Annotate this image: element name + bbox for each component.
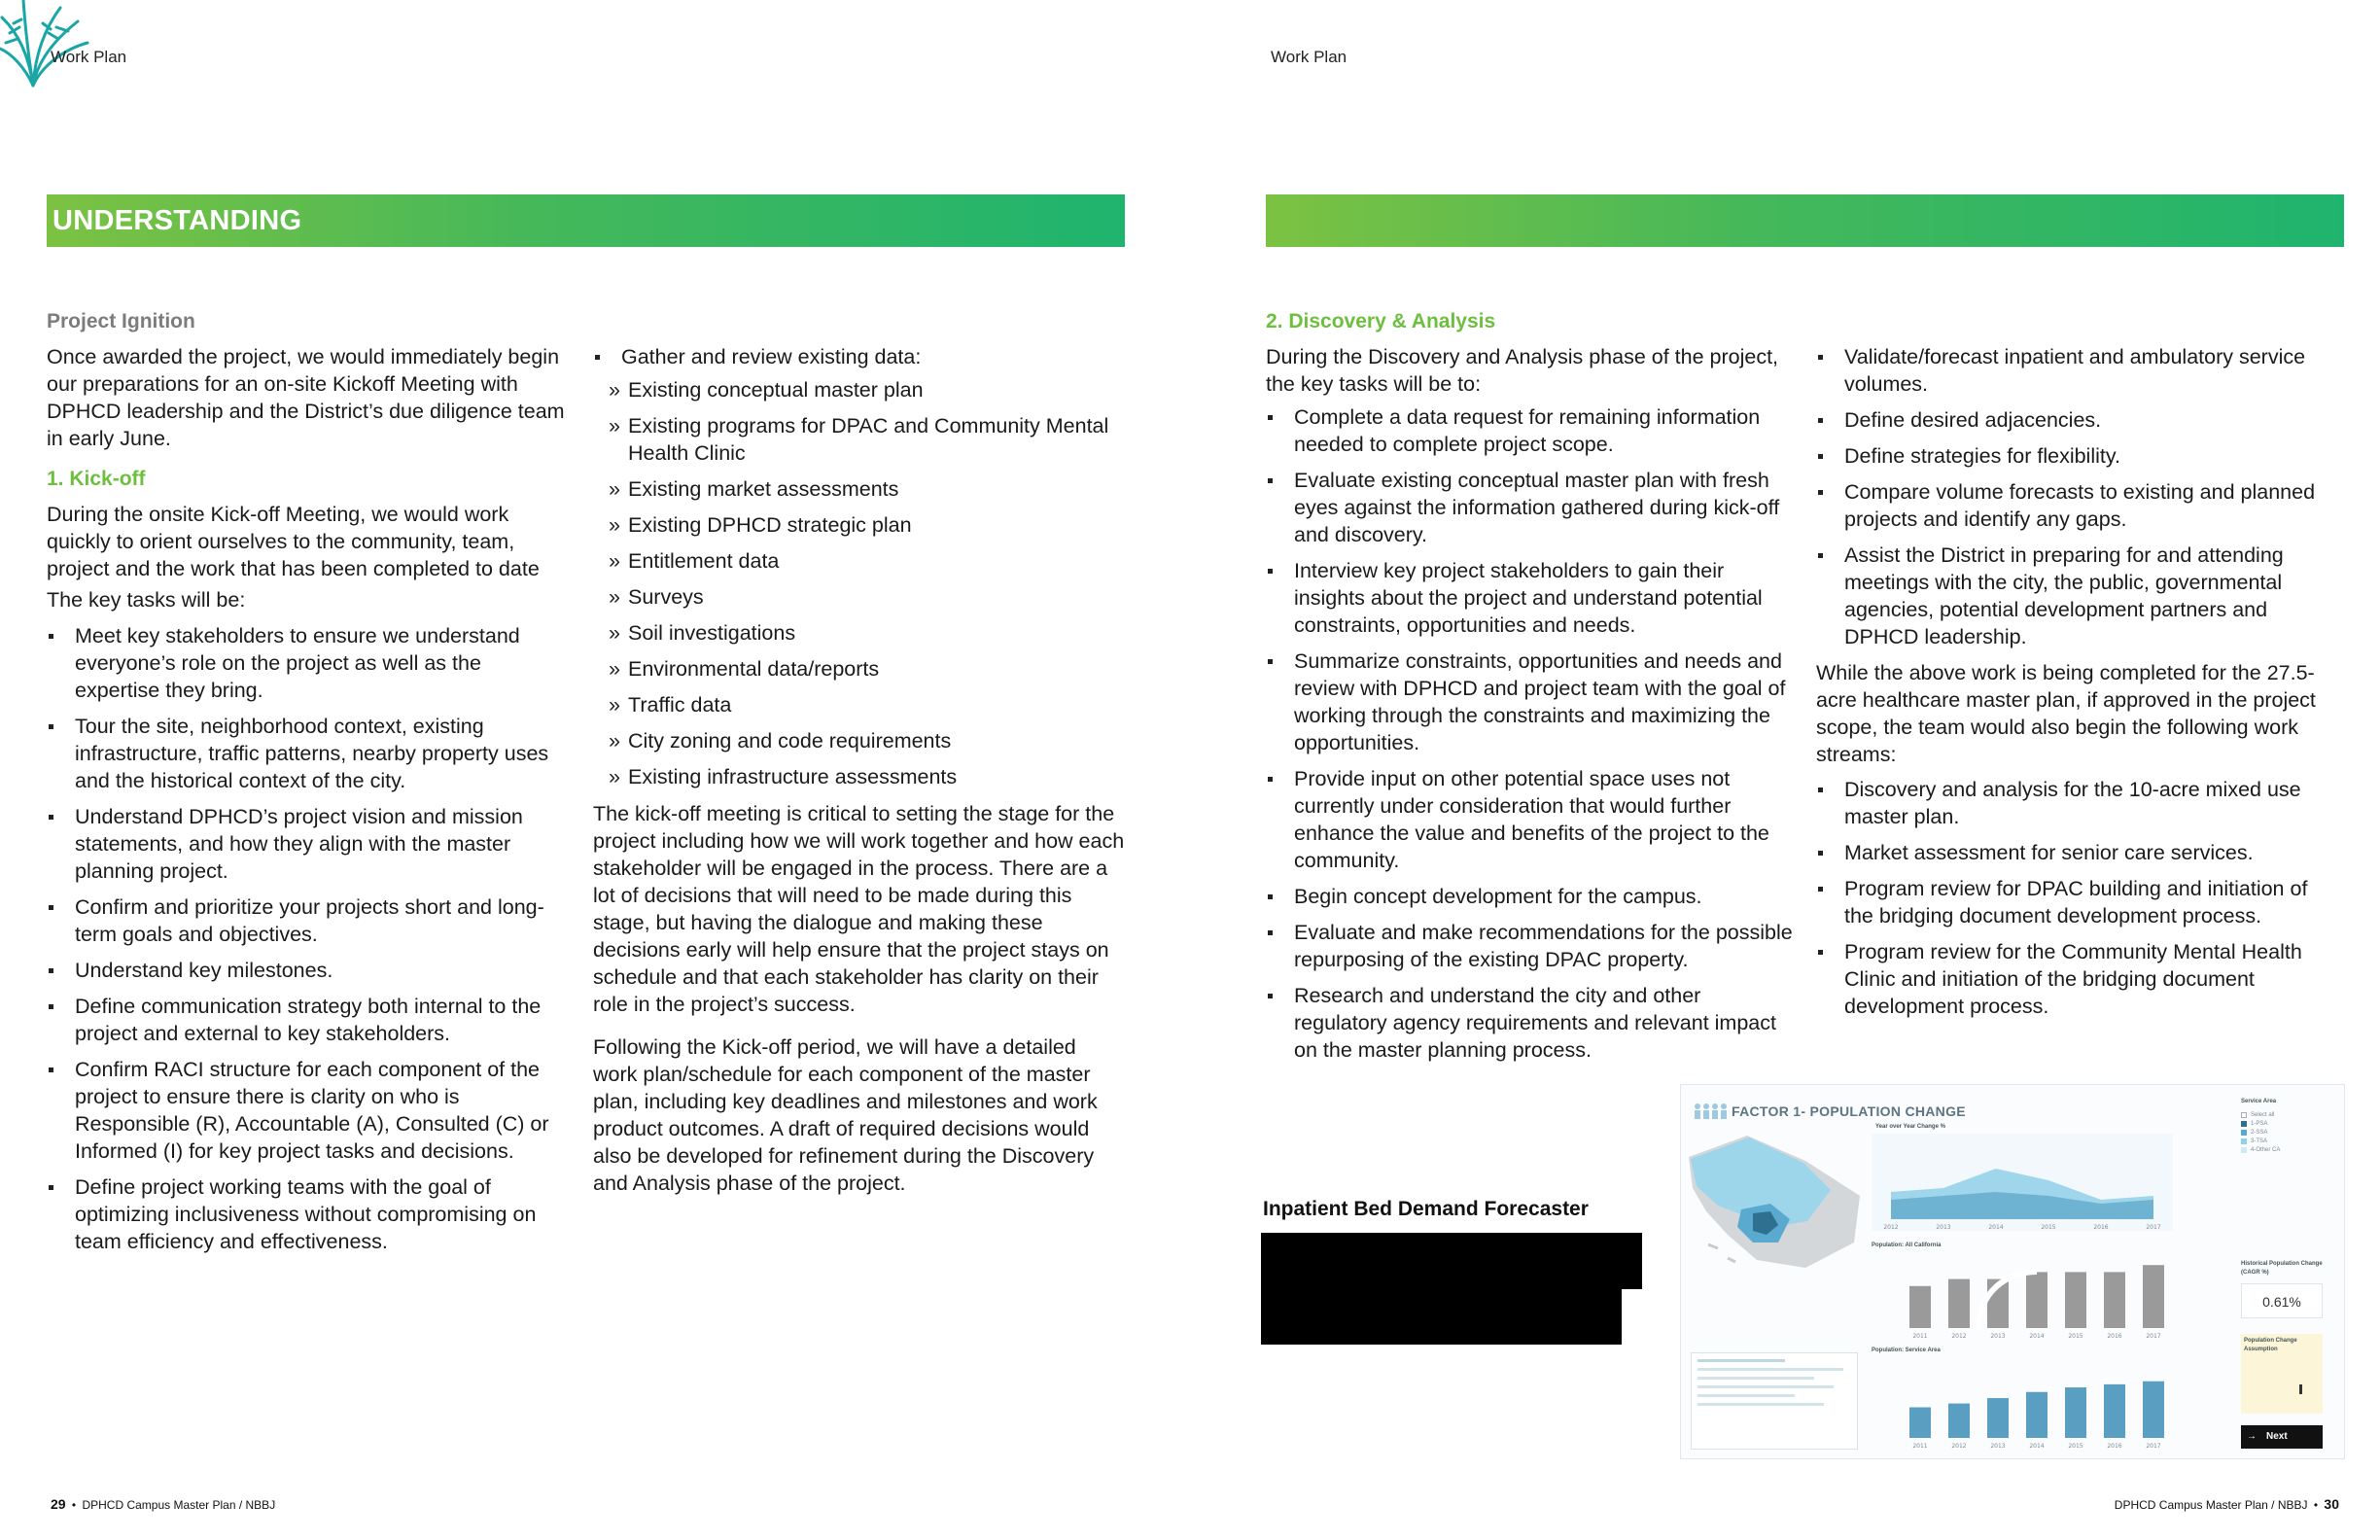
list-item: Confirm and prioritize your projects short and long-term goals and objectives.: [47, 893, 572, 948]
list-item: » Traffic data: [593, 691, 1126, 718]
footer-text: DPHCD Campus Master Plan / NBBJ: [82, 1498, 276, 1512]
list-item: » Existing market assessments: [593, 475, 1126, 503]
x-tick-label: 2014: [1988, 1224, 2004, 1231]
list-item: Discovery and analysis for the 10-acre mixed use master plan.: [1816, 776, 2341, 830]
pop-all-bar-chart: [1872, 1252, 2173, 1340]
left-running-head: Work Plan: [51, 48, 127, 66]
x-tick-label: 2015: [2068, 1333, 2083, 1340]
x-tick-label: 2012: [1951, 1333, 1967, 1340]
x-tick-label: 2016: [2093, 1224, 2109, 1231]
slider-handle[interactable]: [2299, 1384, 2302, 1394]
legend-item[interactable]: 2-SSA: [2241, 1128, 2338, 1137]
list-item: » Existing programs for DPAC and Community Mental Health Clinic: [593, 412, 1126, 467]
legend-item[interactable]: Select all: [2241, 1110, 2338, 1119]
forecast-task-list: [1816, 343, 2341, 650]
x-tick-label: 2017: [2146, 1443, 2161, 1450]
legend-item[interactable]: 1-PSA: [2241, 1119, 2338, 1128]
right-column-2: [1816, 343, 2341, 1029]
kickoff-importance-paragraph: The kick-off meeting is critical to setting the stage for the project including how we will work together and how each stakeholder will be engaged in the process. There are a lot of decisions that will need to be made during this stage, but having the dialogue and making these decisions early will help ensure that the project stays on schedule and that each stakeholder has clarity on their role in the project’s success.: [593, 802, 1125, 1016]
legend-item[interactable]: 3-TSA: [2241, 1137, 2338, 1145]
list-item: » Existing DPHCD strategic plan: [593, 511, 1126, 539]
right-footer: [2115, 1496, 2339, 1512]
x-tick-label: 2012: [1883, 1224, 1899, 1231]
list-item: Meet key stakeholders to ensure we understand everyone’s role on the project as well as the expertise they bring.: [47, 622, 572, 704]
discovery-intro: During the Discovery and Analysis phase of the project, the key tasks will be to:: [1266, 345, 1779, 396]
x-tick-label: 2015: [2068, 1443, 2083, 1450]
left-footer: [51, 1496, 275, 1512]
left-column-2: [593, 343, 1126, 1205]
list-item: Tour the site, neighborhood context, existing infrastructure, traffic patterns, nearby property uses and the historical context of the city.: [47, 713, 572, 794]
bar: [1948, 1404, 1970, 1438]
x-tick-label: 2014: [2029, 1333, 2045, 1340]
list-item: Assist the District in preparing for and attending meetings with the city, the public, governmental agencies, potential development partners and DPHCD leadership.: [1816, 542, 2341, 650]
bar: [1909, 1286, 1931, 1328]
x-tick-label: 2017: [2146, 1333, 2161, 1340]
x-tick-label: 2014: [2029, 1443, 2045, 1450]
arrow-right-icon: →: [2247, 1431, 2257, 1442]
pop-all-label: Population: All California: [1872, 1242, 1942, 1248]
bar: [1948, 1279, 1970, 1328]
x-tick-label: 2015: [2041, 1224, 2056, 1231]
list-item: Confirm RACI structure for each component of the project to ensure there is clarity on who is Responsible (R), Accountable (A), Consulted (C) or Informed (I) for key project tasks and decisions.: [47, 1056, 572, 1165]
info-text-box: [1691, 1352, 1858, 1450]
x-tick-label: 2016: [2107, 1443, 2122, 1450]
list-item: » Existing conceptual master plan: [593, 376, 1126, 403]
pop-service-label: Population: Service Area: [1872, 1348, 1941, 1353]
bar: [1909, 1408, 1931, 1439]
bar: [2065, 1387, 2086, 1438]
bar: [2026, 1392, 2048, 1438]
page-number: 29: [51, 1496, 66, 1512]
service-area-map: [1689, 1128, 1864, 1274]
list-item: Evaluate and make recommendations for the possible repurposing of the existing DPAC property.: [1266, 919, 1797, 973]
page-number: 30: [2324, 1496, 2339, 1512]
x-tick-label: 2011: [1912, 1443, 1928, 1450]
list-item: Program review for DPAC building and initiation of the bridging document development process.: [1816, 875, 2341, 929]
list-item: » Environmental data/reports: [593, 655, 1126, 682]
list-item: Research and understand the city and other regulatory agency requirements and relevant impact on the master planning process.: [1266, 982, 1797, 1064]
list-item: Define desired adjacencies.: [1816, 406, 2341, 434]
right-green-band: [1266, 194, 2344, 247]
bar: [2143, 1265, 2164, 1328]
list-item: » Surveys: [593, 583, 1126, 611]
list-item: » Entitlement data: [593, 547, 1126, 575]
footer-text: DPHCD Campus Master Plan / NBBJ: [2114, 1498, 2308, 1512]
yoy-area-chart: [1872, 1134, 2173, 1231]
list-item: Interview key project stakeholders to gain their insights about the project and understand potential constraints, opportunities and needs.: [1266, 557, 1797, 639]
list-item: » City zoning and code requirements: [593, 727, 1126, 754]
redacted-caption-block: [1261, 1281, 1622, 1345]
assumption-label: Population Change Assumption: [2244, 1338, 2297, 1352]
x-tick-label: 2016: [2107, 1333, 2122, 1340]
historical-value: 0.61%: [2241, 1283, 2323, 1318]
bar: [2143, 1382, 2164, 1438]
x-tick-label: 2017: [2146, 1224, 2161, 1231]
gather-list: [593, 343, 1126, 370]
parallel-work-paragraph: While the above work is being completed for the 27.5-acre healthcare master plan, if approved in the project scope, the team would also begin the following work streams:: [1816, 661, 2316, 766]
legend-item[interactable]: 4-Other CA: [2241, 1145, 2338, 1154]
list-item: » Soil investigations: [593, 619, 1126, 647]
people-icon: [1693, 1102, 1728, 1120]
left-column-1: [47, 308, 572, 1264]
list-item: Compare volume forecasts to existing and planned projects and identify any gaps.: [1816, 478, 2341, 533]
project-ignition-heading: Project Ignition: [47, 310, 195, 332]
figure-caption-title: Inpatient Bed Demand Forecaster: [1263, 1198, 1589, 1220]
right-column-1: [1266, 308, 1797, 1072]
list-item: Begin concept development for the campus.: [1266, 883, 1797, 910]
list-item: Understand DPHCD’s project vision and mission statements, and how they align with the master planning project.: [47, 803, 572, 885]
bar: [2026, 1272, 2048, 1328]
population-dashboard: [1680, 1084, 2345, 1459]
kickoff-heading: 1. Kick-off: [47, 468, 146, 490]
tasks-label: The key tasks will be:: [47, 588, 246, 612]
right-running-head: Work Plan: [1271, 48, 1348, 66]
list-item: Provide input on other potential space uses not currently under consideration that would further enhance the value and benefits of the project to the community.: [1266, 765, 1797, 874]
list-item: Summarize constraints, opportunities and needs and review with DPHCD and project team with the goal of working through the constraints and maximizing the opportunities.: [1266, 648, 1797, 756]
x-tick-label: 2012: [1951, 1443, 1967, 1450]
footer-separator: •: [2313, 1498, 2319, 1512]
footer-separator: •: [71, 1498, 77, 1512]
historical-label: Historical Population Change (CAGR %): [2241, 1261, 2323, 1276]
bar: [1987, 1398, 2009, 1438]
discovery-heading: 2. Discovery & Analysis: [1266, 310, 1496, 332]
next-button[interactable]: [2241, 1425, 2323, 1449]
x-tick-label: 2013: [1990, 1333, 2006, 1340]
service-area-legend: [2241, 1110, 2338, 1154]
list-item: Evaluate existing conceptual master plan with fresh eyes against the information gathered during kick-off and discovery.: [1266, 467, 1797, 548]
bar: [2104, 1384, 2125, 1438]
pop-service-bar-chart: [1872, 1357, 2173, 1450]
ignition-paragraph: Once awarded the project, we would immediately begin our preparations for an on-site Kickoff Meeting with DPHCD leadership and the District’s due diligence team in early June.: [47, 345, 565, 450]
x-tick-label: 2011: [1912, 1333, 1928, 1340]
list-item: Define project working teams with the goal of optimizing inclusiveness without compromising on team efficiency and effectiveness.: [47, 1173, 572, 1255]
yoy-label: Year over Year Change %: [1875, 1124, 1945, 1130]
bar: [2065, 1272, 2086, 1328]
x-tick-label: 2013: [1990, 1443, 2006, 1450]
service-area-label: Service Area: [2241, 1099, 2277, 1104]
list-item: Understand key milestones.: [47, 957, 572, 984]
work-streams-list: [1816, 776, 2341, 1020]
list-item: Complete a data request for remaining information needed to complete project scope.: [1266, 403, 1797, 458]
list-item: Define strategies for flexibility.: [1816, 442, 2341, 470]
understanding-band: [47, 194, 1125, 247]
list-item: » Existing infrastructure assessments: [593, 763, 1126, 790]
list-item: Define communication strategy both internal to the project and external to key stakeholders.: [47, 993, 572, 1047]
existing-data-list: [593, 376, 1126, 790]
kickoff-task-list: [47, 622, 572, 1255]
discovery-task-list: [1266, 403, 1797, 1064]
bar: [2104, 1272, 2125, 1328]
dashboard-title: FACTOR 1- POPULATION CHANGE: [1732, 1103, 1966, 1119]
list-item: Gather and review existing data:: [593, 343, 1126, 370]
palm-leaf-logo: [0, 0, 92, 92]
list-item: Market assessment for senior care services.: [1816, 839, 2341, 866]
list-item: Program review for the Community Mental Health Clinic and initiation of the bridging document development process.: [1816, 938, 2341, 1020]
x-tick-label: 2013: [1936, 1224, 1951, 1231]
section-title: UNDERSTANDING: [52, 205, 302, 236]
assumption-panel: [2241, 1334, 2323, 1414]
next-label: Next: [2266, 1431, 2288, 1442]
list-item: Validate/forecast inpatient and ambulatory service volumes.: [1816, 343, 2341, 398]
following-kickoff-paragraph: Following the Kick-off period, we will have a detailed work plan/schedule for each component of the master plan, including key deadlines and milestones and work product outcomes. A draft of required decisions would also be developed for refinement during the Discovery and Analysis phase of the project.: [593, 1035, 1098, 1195]
kickoff-paragraph: During the onsite Kick-off Meeting, we would work quickly to orient ourselves to the community, team, project and the work that has been completed to date: [47, 503, 540, 580]
